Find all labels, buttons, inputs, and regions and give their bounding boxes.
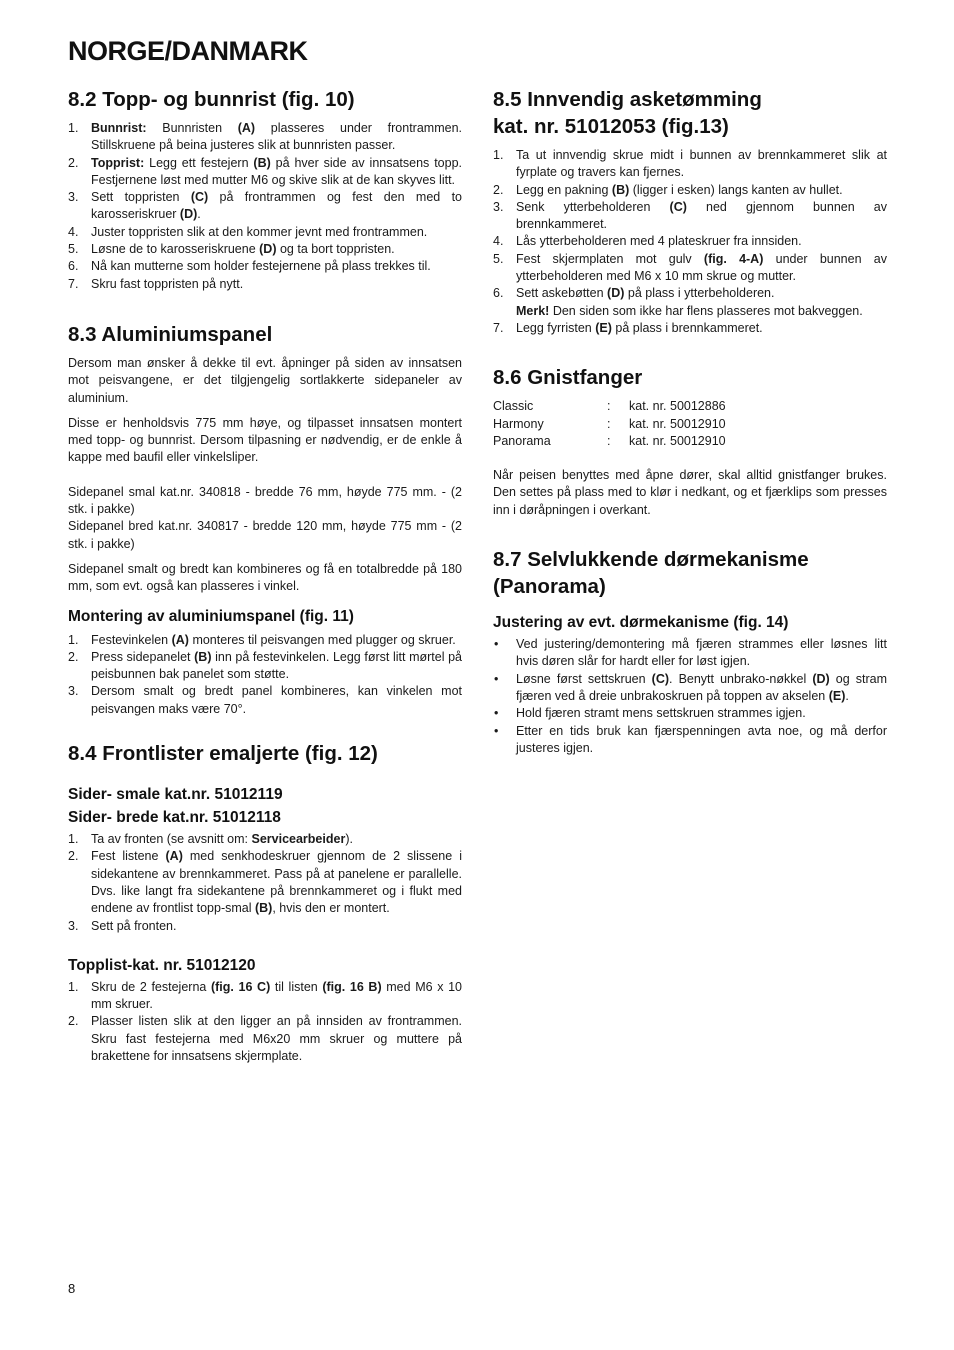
bold-text: (D): [607, 286, 625, 301]
bold-text: (D): [259, 242, 277, 257]
text-run: til listen: [270, 979, 323, 994]
section-8-4-steps: [68, 831, 462, 935]
title-line: 8.5 Innvendig asketømming: [493, 88, 762, 111]
paragraph: Disse er henholdsvis 775 mm høye, og tilpasset innsatsen montert med topp- og bunnrist. Dersom tilpasning er nødvendig, er de enkle å kappe med baufil eller vinkelsliper.: [68, 415, 462, 465]
section-8-2-title: 8.2 Topp- og bunnrist (fig. 10): [68, 88, 355, 111]
step-item: [68, 1013, 462, 1065]
text-run: (ligger i esken) langs kanten av hullet.: [629, 182, 843, 197]
bold-text: (D): [812, 671, 830, 686]
top-list-steps: [68, 979, 462, 1065]
section-8-6-title: 8.6 Gnistfanger: [493, 366, 643, 390]
mounting-subheading: Montering av aluminiumspanel (fig. 11): [68, 607, 354, 625]
step-number: 3.: [68, 190, 79, 205]
step-item: [68, 979, 462, 1014]
bold-text: (fig. 16 B): [322, 979, 382, 994]
step-item: [493, 147, 887, 182]
text-run: og ta bort toppristen.: [276, 242, 395, 257]
page-number: 8: [68, 1281, 76, 1296]
section-8-5-title: [493, 86, 887, 140]
bullet-item: [493, 705, 887, 722]
step-number: 1.: [68, 979, 79, 994]
text-run: .: [845, 688, 849, 703]
bold-text: (B): [611, 182, 630, 197]
step-number: 5.: [493, 251, 504, 266]
text-run: Plasser listen slik at den ligger an på innsiden av frontrammen. Skru fast festejerna med M6x20 mm skruer og muttere på brakettene for innsatsens skjermplate.: [91, 1014, 462, 1063]
text-run: plasseres under frontrammen. Stillskruene på beina justeres slik at bunnristen passer.: [91, 121, 462, 153]
step-item: [68, 632, 462, 649]
side-lists-subheading: [68, 783, 462, 829]
bold-text: (C): [190, 190, 209, 205]
step-number: 2.: [68, 849, 79, 864]
top-list-subheading: Topplist-kat. nr. 51012120: [68, 956, 256, 974]
text-run: Festevinkelen: [91, 632, 172, 647]
bold-text: (A): [171, 632, 189, 647]
step-number: 1.: [68, 832, 79, 847]
separator: :: [607, 416, 611, 431]
section-8-2-steps: [68, 120, 462, 293]
catalog-number: kat. nr. 50012886: [629, 399, 726, 414]
catalog-number: kat. nr. 50012910: [629, 433, 726, 448]
text-run: på plass i brennkammeret.: [611, 320, 763, 335]
section-8-3-steps: [68, 632, 462, 718]
step-item: [493, 182, 887, 199]
text-run: inn på festevinkelen. Legg først litt mørtel på peisbunnen bak panelet som støtte.: [91, 649, 463, 682]
text-run: Skru fast toppristen på nytt.: [91, 276, 244, 291]
step-item: [493, 285, 887, 320]
step-number: 2.: [68, 155, 79, 170]
right-column: [493, 86, 887, 757]
step-number: 1.: [68, 632, 79, 647]
model-name: Classic: [493, 399, 534, 414]
text-run: , hvis den er montert.: [272, 901, 390, 916]
bold-text: (A): [165, 849, 183, 864]
bold-text: (A): [237, 121, 256, 135]
model-name: Harmony: [493, 416, 544, 431]
step-item: [68, 683, 462, 718]
subheading-line: Sider- brede kat.nr. 51012118: [68, 809, 281, 827]
text-run: Hold fjæren stramt mens settskruen strammes igjen.: [516, 706, 806, 721]
title-line: kat. nr. 51012053 (fig.13): [493, 115, 729, 138]
bold-text: (E): [595, 320, 612, 335]
text-run: Fest listene: [91, 849, 166, 864]
step-number: 4.: [493, 234, 504, 249]
step-item: [68, 276, 462, 293]
step-number: 1.: [68, 121, 79, 135]
text-run: Legg ett festejern: [144, 155, 254, 170]
text-run: under bunnen av ytterbeholderen med M6 x 10 mm skrue og mutter.: [516, 251, 887, 284]
step-item: [493, 233, 887, 250]
step-item: [68, 918, 462, 935]
section-8-2: [68, 86, 462, 293]
text-run: Løsne først settskruen: [516, 671, 652, 686]
section-8-4: [68, 740, 462, 1065]
model-name: Panorama: [493, 433, 551, 448]
bold-text: Servicearbeider: [251, 832, 346, 847]
catalog-row: [493, 433, 887, 450]
bold-text: (fig. 16 C): [210, 979, 271, 994]
step-number: 3.: [68, 918, 79, 933]
step-number: 6.: [68, 259, 79, 274]
text-run: Legg fyrristen: [516, 320, 596, 335]
text-run: Sett askebøtten: [516, 286, 608, 301]
paragraph: Sidepanel smalt og bredt kan kombineres og få en totalbredde på 180 mm, som evt. også kan plasseres i vinkel.: [68, 561, 462, 594]
bullet-item: [493, 636, 887, 671]
step-number: 2.: [493, 182, 504, 197]
text-run: Bunnristen: [146, 121, 238, 135]
step-number: 3.: [493, 199, 504, 214]
bold-text: (C): [669, 199, 687, 214]
step-item: [493, 320, 887, 337]
step-item: [68, 241, 462, 258]
step-number: 6.: [493, 286, 504, 301]
bullet-marker: •: [494, 723, 499, 738]
step-item: [68, 831, 462, 848]
text-run: Dersom smalt og bredt panel kombineres, kan vinkelen mot peisvangen maks være 70°.: [91, 684, 462, 716]
bold-text: (fig. 4-A): [703, 251, 764, 266]
step-item: [68, 189, 462, 224]
section-8-3: [68, 321, 462, 718]
text-run: på frontrammen og fest den med to karosseriskruer: [91, 190, 463, 222]
text-run: ).: [345, 832, 353, 847]
bold-text: Merk!: [516, 303, 550, 318]
paragraph: Sidepanel smal kat.nr. 340818 - bredde 76 mm, høyde 775 mm. - (2 stk. i pakke): [68, 484, 462, 517]
text-run: Skru de 2 festejerna: [91, 979, 211, 994]
bold-text: (B): [253, 155, 271, 170]
step-item: [68, 258, 462, 275]
text-run: Lås ytterbeholderen med 4 plateskruer fra innsiden.: [516, 234, 802, 249]
section-8-6: [493, 364, 887, 519]
spark-guard-catalog-table: [493, 398, 887, 450]
bullet-item: [493, 723, 887, 758]
text-run: Ta ut innvendig skrue midt i bunnen av brennkammeret slik at fyrplate og travers kan fjernes.: [516, 148, 887, 180]
text-run: Sett på fronten.: [91, 918, 177, 933]
text-run: Ved justering/demontering må fjæren strammes eller løsnes litt hvis døren slår for hardt eller for løst igjen.: [516, 637, 887, 669]
bold-text: Bunnrist:: [91, 121, 147, 135]
section-8-7: [493, 546, 887, 757]
step-item: [68, 848, 462, 917]
step-number: 2.: [68, 649, 79, 664]
step-item: [68, 224, 462, 241]
text-run: på hver side av innsatsens topp. Festjernene løst med mutter M6 og skive slik at de kan skyves litt.: [91, 155, 462, 187]
subheading-line: Sider- smale kat.nr. 51012119: [68, 786, 283, 804]
catalog-row: [493, 416, 887, 433]
bold-text: (B): [254, 901, 273, 916]
paragraph: Dersom man ønsker å dekke til evt. åpninger på siden av innsatsen mot peisvangene, er det tilgjengelig sortlakkerte sidepaneler av aluminium.: [68, 355, 462, 405]
step-number: 3.: [68, 684, 79, 699]
text-run: Løsne de to karosseriskruene: [91, 242, 260, 257]
text-run: Senk ytterbeholderen: [516, 199, 670, 214]
step-number: 2.: [68, 1014, 79, 1029]
text-run: med senkhodeskruer gjennom de 2 slissene i sidekantene av brennkammeret. Pass på at panelene er parallelle. Dvs. like langt fra sidekantene på brennkammeret og i flukt med endene av frontlist topp-smal: [91, 849, 463, 916]
title-line: 8.7 Selvlukkende dørmekanisme: [493, 548, 809, 572]
text-run: Fest skjermplaten mot gulv: [516, 251, 704, 266]
bold-text: (E): [828, 688, 846, 703]
step-item: [68, 120, 462, 155]
catalog-number: kat. nr. 50012910: [629, 416, 726, 431]
text-run: på plass i ytterbeholderen.: [624, 286, 775, 301]
step-item: [68, 155, 462, 190]
text-run: ned gjennom bunnen av brennkammeret.: [516, 199, 887, 232]
adjustment-subheading: Justering av evt. dørmekanisme (fig. 14): [493, 614, 789, 632]
separator: :: [607, 433, 611, 448]
bold-text: (C): [651, 671, 670, 686]
section-8-4-title: 8.4 Frontlister emaljerte (fig. 12): [68, 742, 378, 766]
text-run: Sett toppristen: [91, 190, 191, 205]
text-run: monteres til peisvangen med plugger og skruer.: [188, 632, 456, 647]
bullet-marker: •: [494, 671, 499, 686]
step-number: 4.: [68, 224, 79, 239]
catalog-row: [493, 398, 887, 415]
bullet-marker: •: [494, 637, 499, 652]
step-number: 5.: [68, 242, 79, 257]
text-run: Ta av fronten (se avsnitt om:: [91, 832, 252, 847]
step-number: 1.: [493, 148, 504, 162]
section-8-7-bullets: [493, 636, 887, 757]
text-run: Den siden som ikke har flens plasseres mot bakveggen.: [549, 303, 863, 318]
step-item: [493, 199, 887, 234]
bold-text: (B): [194, 649, 212, 664]
step-item: [493, 251, 887, 286]
text-run: Juster toppristen slik at den kommer jevnt med frontrammen.: [91, 224, 428, 239]
paragraph: Sidepanel bred kat.nr. 340817 - bredde 120 mm, høyde 775 mm - (2 stk. i pakke): [68, 519, 462, 551]
separator: :: [607, 399, 611, 414]
text-run: Nå kan mutterne som holder festejernene på plass trekkes til.: [91, 259, 431, 274]
text-run: . Benytt unbrako-nøkkel: [669, 671, 813, 686]
bold-text: (D): [179, 207, 198, 222]
page-title: NORGE/DANMARK: [68, 36, 308, 66]
bullet-marker: •: [494, 706, 499, 721]
paragraph: Når peisen benyttes med åpne dører, skal alltid gnistfanger brukes. Den settes på plass med to klør i nedkant, og et fjærklips som presses inn i døråpningen i overkant.: [493, 468, 887, 517]
section-8-5-steps: [493, 147, 887, 337]
step-item: [68, 649, 462, 684]
step-number: 7.: [68, 276, 79, 291]
text-run: og stram fjæren ved å dreie unbrakoskruen på toppen av akselen: [516, 671, 888, 703]
title-line: (Panorama): [493, 575, 606, 599]
text-run: Etter en tids bruk kan fjærspenningen avta noe, og må derfor justeres igjen.: [516, 723, 887, 755]
left-column: [68, 86, 462, 1065]
text-run: Legg en pakning: [516, 182, 612, 197]
bullet-item: [493, 671, 887, 706]
text-run: .: [197, 207, 201, 222]
bold-text: Topprist:: [91, 155, 145, 170]
text-run: Press sidepanelet: [91, 649, 195, 664]
step-number: 7.: [493, 320, 504, 335]
section-8-7-title: [493, 546, 887, 600]
text-run: med M6 x 10 mm skruer.: [91, 979, 462, 1012]
section-8-5: [493, 86, 887, 337]
section-8-3-title: 8.3 Aluminiumspanel: [68, 322, 273, 346]
